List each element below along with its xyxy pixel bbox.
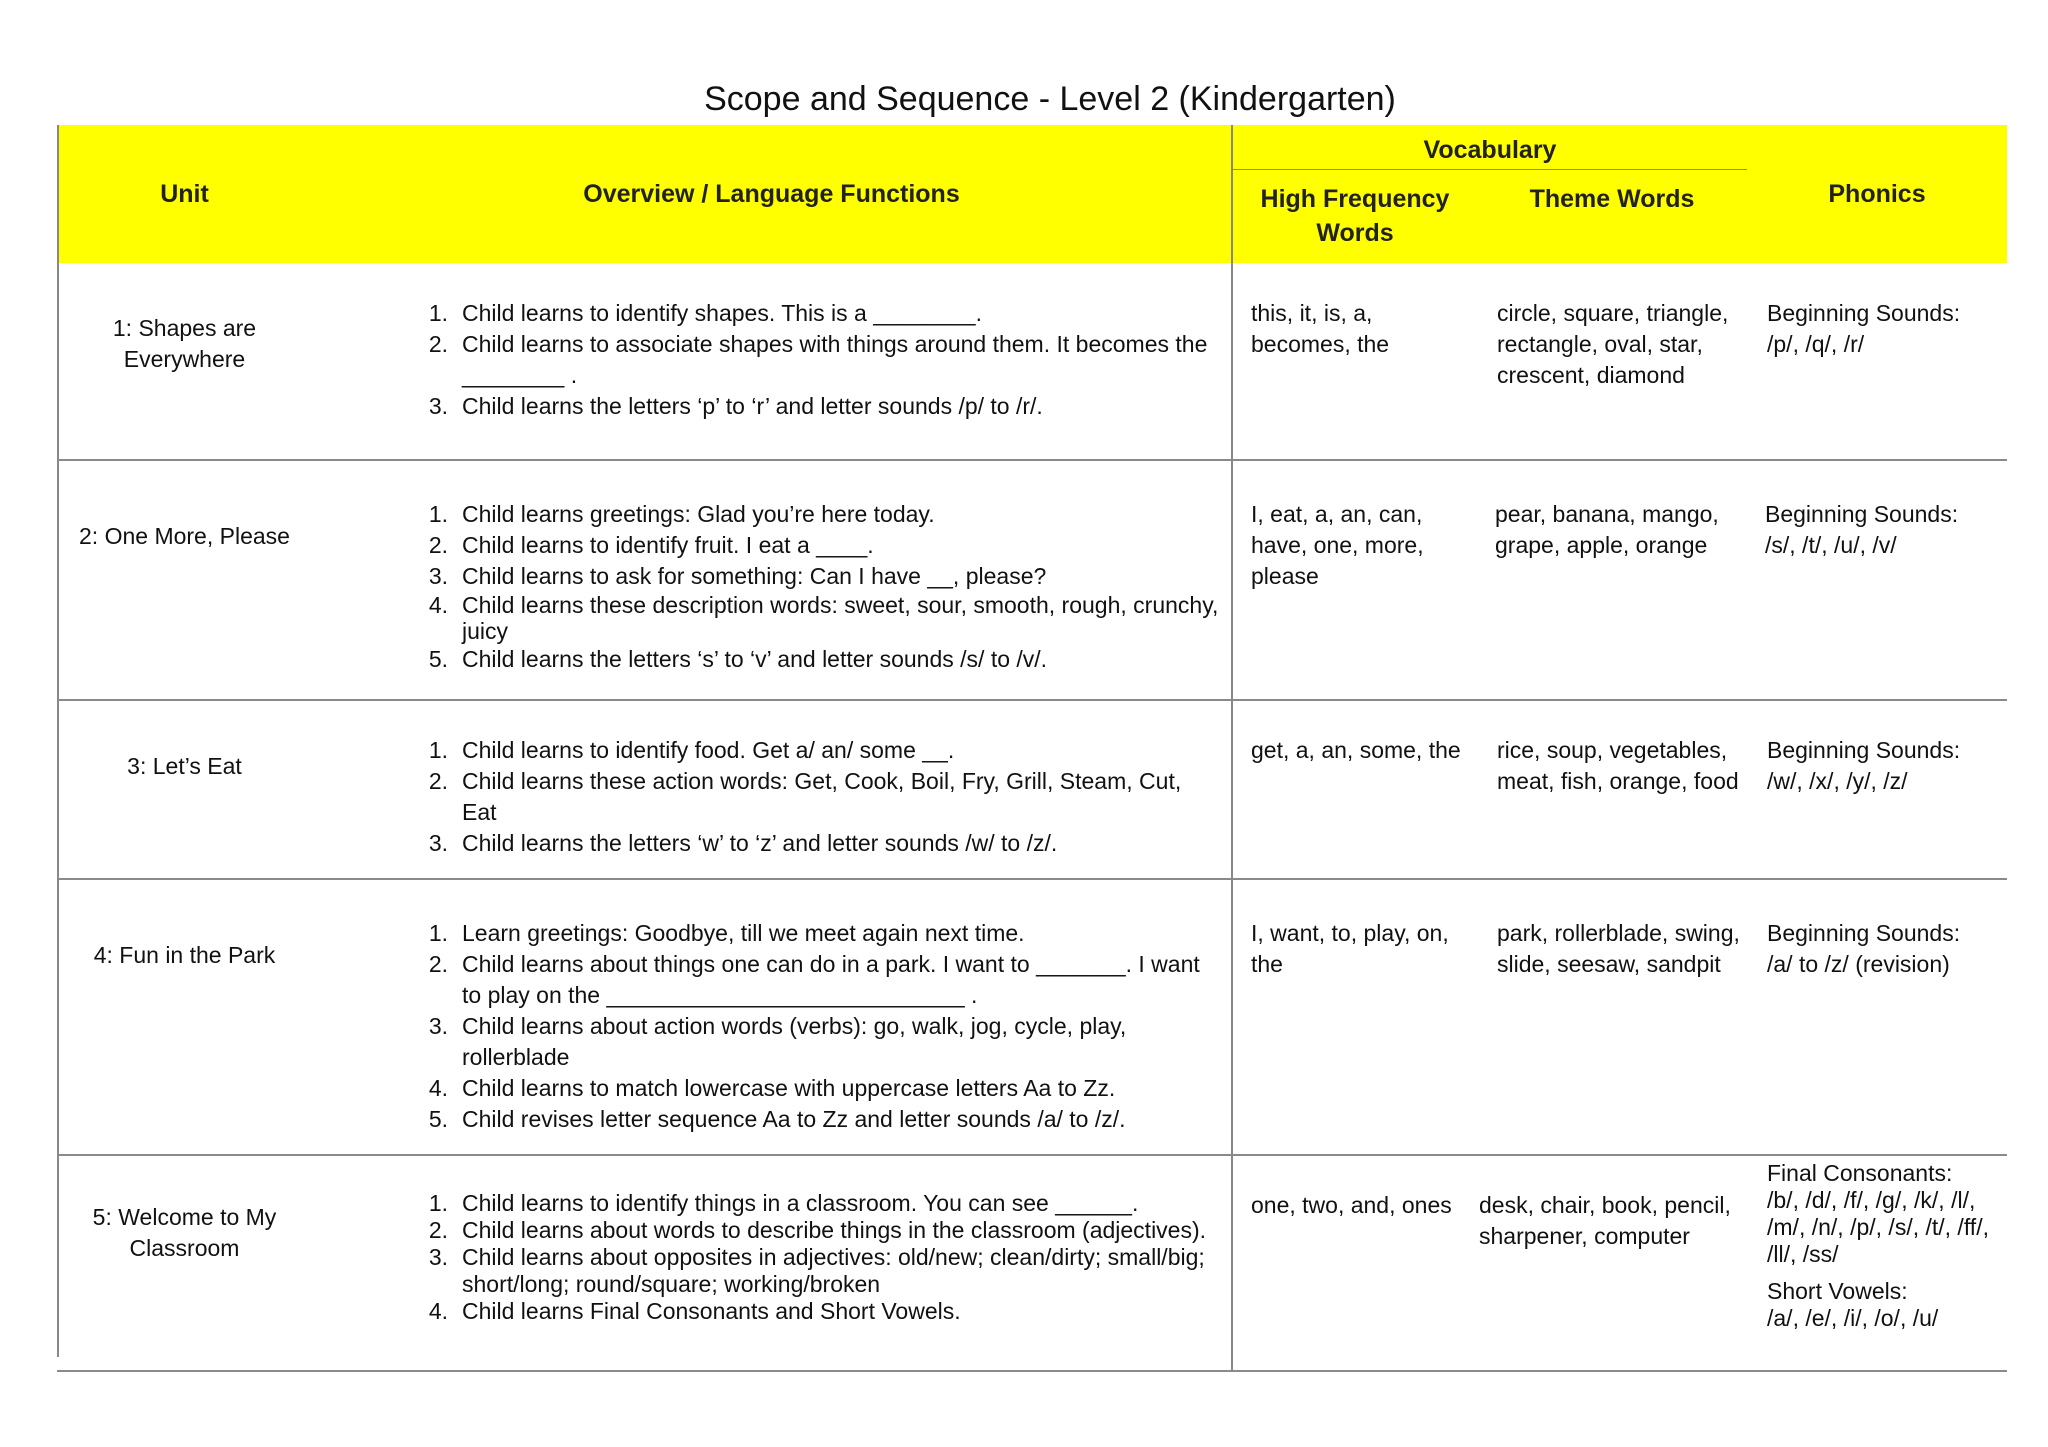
phonics: Beginning Sounds: /s/, /t/, /u/, /v/ [1765, 501, 1959, 558]
table-row [57, 879, 2007, 1155]
list-item: 2. Child learns to identify fruit. I eat a ____. [428, 532, 874, 558]
high-frequency-words: this, it, is, a, becomes, the [1232, 263, 1477, 460]
list-item: 1. Child learns to identify shapes. This is a ________. [428, 300, 982, 326]
list-item: 2. Child learns about things one can do in a park. I want to _______. I want to play on the ____________________________ . [428, 951, 1200, 1008]
unit-title: 1: Shapes are Everywhere [112, 315, 257, 372]
table-row [57, 263, 2007, 460]
language-functions-list [402, 298, 1221, 422]
header-vocabulary: Vocabulary [1232, 125, 1747, 170]
list-item: 3. Child learns to ask for something: Can I have __, please? [428, 563, 1047, 589]
list-item: 4. Child learns these description words: sweet, sour, smooth, rough, crunchy, juicy [428, 592, 1219, 644]
list-item: 2. Child learns about words to describe things in the classroom (adjectives). [428, 1217, 1207, 1243]
document-title: Scope and Sequence - Level 2 (Kindergarten) [704, 80, 1396, 118]
list-item: 2. Child learns to associate shapes with things around them. It becomes the ________ . [428, 331, 1208, 388]
theme-words: desk, chair, book, pencil, sharpener, computer [1479, 1192, 1731, 1249]
language-functions-list [402, 499, 1221, 675]
phonics: Beginning Sounds: /w/, /x/, /y/, /z/ [1767, 737, 1961, 794]
phonics: Final Consonants: /b/, /d/, /f/, /g/, /k/, /l/, /m/, /n/, /p/, /s/, /t/, /ff/, /ll/, /ss/ Short Vowels: /a/, /e/, /i/, /o/, /u/ [1767, 1160, 1989, 1331]
high-frequency-words: get, a, an, some, the [1232, 700, 1477, 879]
phonics: Beginning Sounds: /a/ to /z/ (revision) [1767, 920, 1961, 977]
list-item: 1. Child learns greetings: Glad you’re here today. [428, 501, 935, 527]
list-item: 2. Child learns these action words: Get, Cook, Boil, Fry, Grill, Steam, Cut, Eat [428, 768, 1182, 825]
theme-words: rice, soup, vegetables, meat, fish, orange, food [1497, 737, 1739, 794]
list-item: 3. Child learns about opposites in adjectives: old/new; clean/dirty; small/big; short/long; round/square; working/broken [428, 1244, 1205, 1297]
header-theme-words: Theme Words [1477, 170, 1747, 263]
unit-title: 5: Welcome to My Classroom [92, 1204, 277, 1261]
language-functions-list [402, 735, 1221, 859]
header-unit: Unit [57, 125, 312, 263]
theme-words: circle, square, triangle, rectangle, oval, star, crescent, diamond [1497, 300, 1729, 388]
language-functions-list [402, 1190, 1221, 1325]
unit-title: 4: Fun in the Park [93, 942, 276, 968]
high-frequency-words: one, two, and, ones [1232, 1155, 1477, 1371]
scope-sequence-table [57, 125, 2007, 1372]
table-row [57, 700, 2007, 879]
header-high-frequency-words: High Frequency Words [1232, 170, 1477, 263]
list-item: 5. Child revises letter sequence Aa to Zz and letter sounds /a/ to /z/. [428, 1106, 1126, 1132]
high-frequency-words: I, eat, a, an, can, have, one, more, please [1232, 460, 1477, 700]
list-item: 1. Learn greetings: Goodbye, till we meet again next time. [428, 920, 1025, 946]
table-row [57, 460, 2007, 700]
list-item: 1. Child learns to identify things in a classroom. You can see ______. [428, 1190, 1139, 1216]
header-overview: Overview / Language Functions [312, 125, 1232, 263]
list-item: 3. Child learns about action words (verbs): go, walk, jog, cycle, play, rollerblade [428, 1013, 1127, 1070]
list-item: 1. Child learns to identify food. Get a/ an/ some __. [428, 737, 955, 763]
list-item: 5. Child learns the letters ‘s’ to ‘v’ and letter sounds /s/ to /v/. [428, 646, 1048, 672]
phonics: Beginning Sounds: /p/, /q/, /r/ [1767, 300, 1961, 357]
language-functions-list [402, 918, 1221, 1135]
unit-title: 3: Let’s Eat [127, 753, 242, 779]
list-item: 4. Child learns Final Consonants and Short Vowels. [428, 1298, 961, 1324]
list-item: 3. Child learns the letters ‘w’ to ‘z’ and letter sounds /w/ to /z/. [428, 830, 1058, 856]
table-row [57, 1155, 2007, 1371]
unit-title: 2: One More, Please [79, 523, 290, 549]
theme-words: pear, banana, mango, grape, apple, orange [1495, 501, 1719, 558]
list-item: 3. Child learns the letters ‘p’ to ‘r’ and letter sounds /p/ to /r/. [428, 393, 1043, 419]
list-item: 4. Child learns to match lowercase with uppercase letters Aa to Zz. [428, 1075, 1116, 1101]
high-frequency-words: I, want, to, play, on, the [1232, 879, 1477, 1155]
header-phonics: Phonics [1747, 125, 2007, 263]
theme-words: park, rollerblade, swing, slide, seesaw, sandpit [1497, 920, 1740, 977]
table-left-border [57, 125, 59, 1357]
